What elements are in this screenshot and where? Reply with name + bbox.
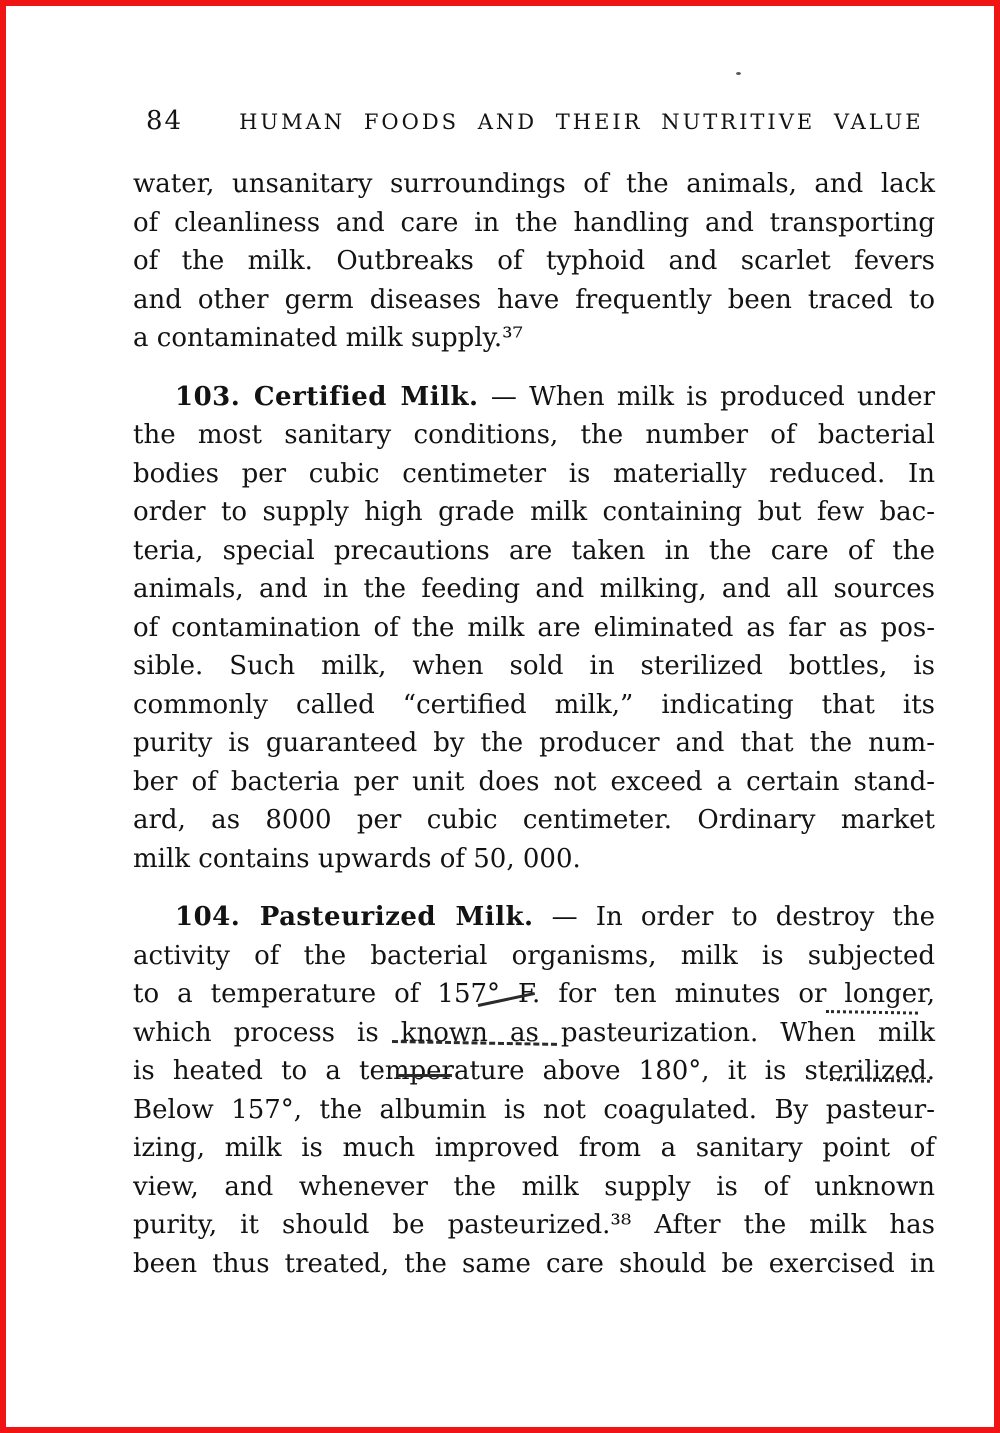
page-header: [146, 106, 924, 136]
scan-border-right: [994, 0, 1000, 1433]
text-line: Below 157°, the albumin is not coagulated. By pasteur-: [133, 1094, 935, 1125]
text-line: view, and whenever the milk supply is of unknown: [133, 1171, 935, 1202]
mark-under-above: [396, 1074, 452, 1077]
section-heading: 103. Certified Milk.: [175, 381, 479, 412]
text-line: been thus treated, the same care should be exercised in: [133, 1248, 935, 1279]
text-line: of contamination of the milk are eliminated as far as pos-: [133, 612, 935, 643]
paragraph: [133, 165, 935, 358]
text-line: milk contains upwards of 50, 000.: [133, 843, 581, 874]
text-line: purity, it should be pasteurized.³⁸ After the milk has: [133, 1210, 935, 1240]
text-line: to a temperature of 157° F. for ten minutes or longer,: [133, 979, 935, 1009]
text-line: commonly called “certified milk,” indicating that its: [133, 689, 935, 720]
scan-speck: [736, 72, 741, 75]
text-line: water, unsanitary surroundings of the animals, and lack: [133, 169, 935, 199]
text-line: of cleanliness and care in the handling and transporting: [133, 207, 935, 238]
text-line: teria, special precautions are taken in the care of the: [133, 535, 935, 566]
text-body: [133, 165, 935, 1303]
text-line: is heated to a temperature above 180°, it is sterilized.: [133, 1056, 935, 1086]
text-line: 103. Certified Milk. — When milk is produced under: [175, 381, 935, 412]
section-heading: 104. Pasteurized Milk.: [175, 902, 534, 932]
text-line: 104. Pasteurized Milk. — In order to destroy the: [175, 902, 935, 932]
text-line: order to supply high grade milk containing but few bac-: [133, 497, 935, 527]
scan-border-left: [0, 0, 6, 1433]
text-line: animals, and in the feeding and milking, and all sources: [133, 574, 935, 604]
text-line: the most sanitary conditions, the number of bacterial: [133, 420, 935, 450]
scan-border-bottom: [0, 1427, 1000, 1433]
text-line: a contaminated milk supply.³⁷: [133, 323, 523, 353]
scan-border-top: [0, 0, 1000, 6]
text-line: ber of bacteria per unit does not exceed a certain stand-: [133, 766, 935, 797]
running-title: HUMAN FOODS AND THEIR NUTRITIVE VALUE: [239, 110, 924, 134]
page-number: 84: [146, 106, 184, 136]
text-line: ard, as 8000 per cubic centimeter. Ordinary market: [133, 805, 935, 835]
text-line: izing, milk is much improved from a sanitary point of: [133, 1133, 935, 1163]
text-line: of the milk. Outbreaks of typhoid and scarlet fevers: [133, 246, 935, 276]
paragraph: [133, 898, 935, 1283]
text-line: bodies per cubic centimeter is materially reduced. In: [133, 458, 935, 489]
paragraph: [133, 378, 935, 879]
text-line: activity of the bacterial organisms, milk is subjected: [133, 940, 935, 971]
text-line: which process is known as pasteurization. When milk: [133, 1017, 935, 1048]
text-line: and other germ diseases have frequently been traced to: [133, 284, 935, 315]
text-line: purity is guaranteed by the producer and that the num-: [133, 728, 935, 758]
text-line: sible. Such milk, when sold in sterilized bottles, is: [133, 651, 935, 681]
